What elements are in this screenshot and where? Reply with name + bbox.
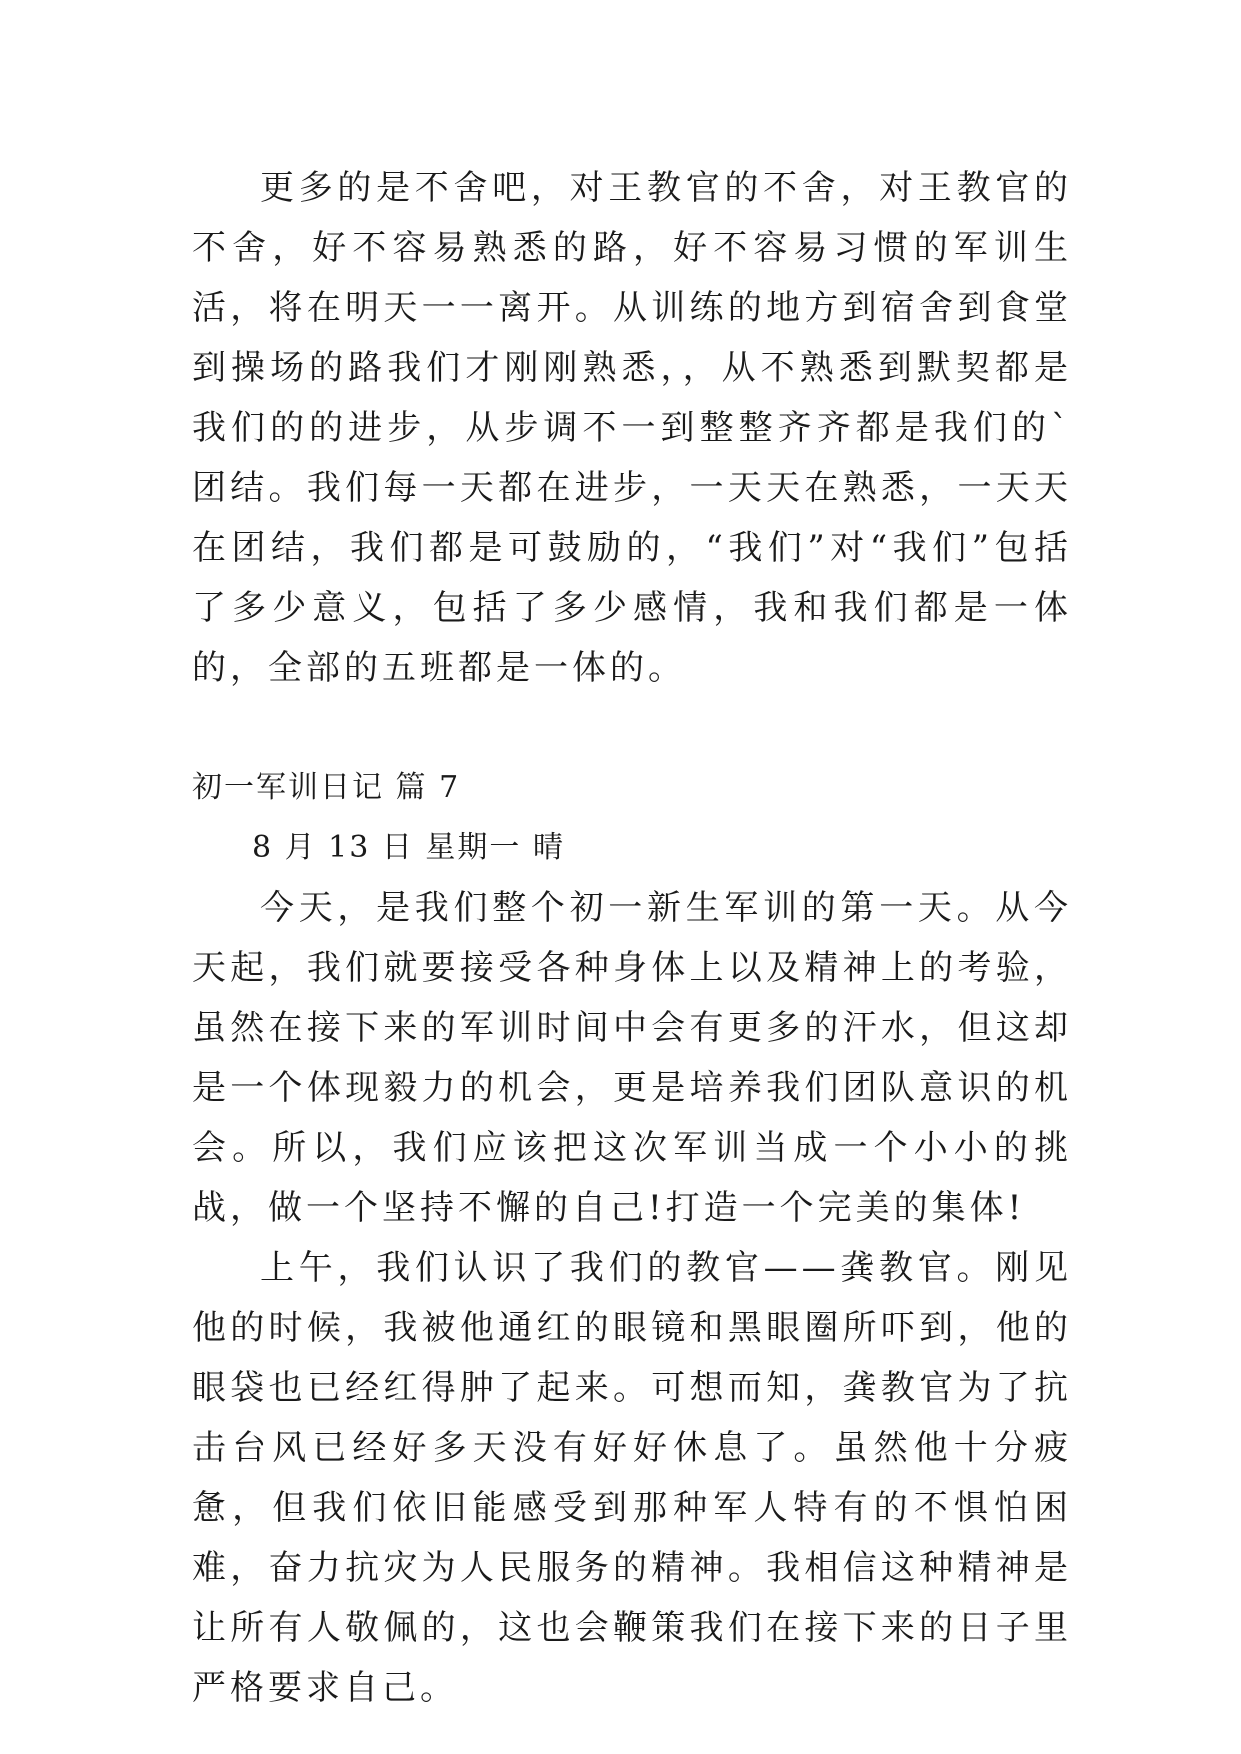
paragraph-first-day: 今天，是我们整个初一新生军训的第一天。从今天起，我们就要接受各种身体上以及精神上的考验，虽然在接下来的军训时间中会有更多的汗水，但这却是一个体现毅力的机会，更是培养我们团队意识的机会。所以，我们应该把这次军训当成一个小小的挑战，做一个坚持不懈的自己!打造一个完美的集体! bbox=[192, 888, 1072, 1228]
paragraph-farewell: 更多的是不舍吧，对王教官的不舍，对王教官的不舍，好不容易熟悉的路，好不容易习惯的军训生活，将在明天一一离开。从训练的地方到宿舍到食堂到操场的路我们才刚刚熟悉，，从不熟悉到默契都是我们的的进步，从步调不一到整整齐齐都是我们的`团结。我们每一天都在进步，一天天在熟悉，一天天在团结，我们都是可鼓励的，“我们”对“我们”包括了多少意义，包括了多少感情，我和我们都是一体的，全部的五班都是一体的。 bbox=[192, 168, 1072, 688]
section-heading: 初一军训日记 篇 7 bbox=[192, 770, 461, 805]
document-body bbox=[192, 158, 1072, 1718]
paragraph-instructor: 上午，我们认识了我们的教官——龚教官。刚见他的时候，我被他通红的眼镜和黑眼圈所吓到，他的眼袋也已经红得肿了起来。可想而知，龚教官为了抗击台风已经好多天没有好好休息了。虽然他十分疲惫，但我们依旧能感受到那种军人特有的不惧怕困难，奋力抗灾为人民服务的精神。我相信这种精神是让所有人敬佩的，这也会鞭策我们在接下来的日子里严格要求自己。 bbox=[192, 1248, 1072, 1708]
diary-dateline: 8 月 13 日 星期一 晴 bbox=[252, 830, 565, 865]
